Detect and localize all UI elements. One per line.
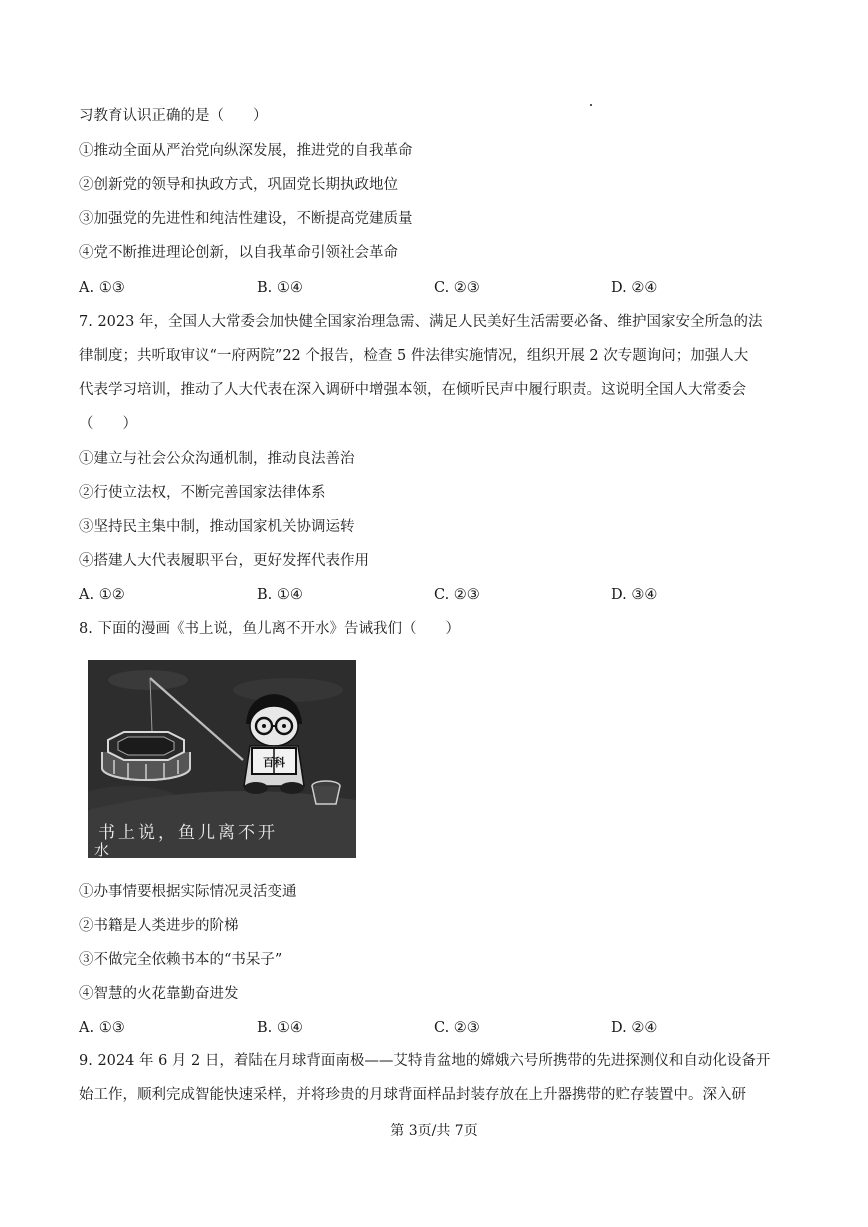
q8-option-a[interactable]: A. ①③ — [79, 1020, 125, 1036]
q6-option-d[interactable]: D. ②④ — [611, 280, 658, 296]
q8-option-b[interactable]: B. ①④ — [257, 1020, 303, 1036]
q7-stem-line-4: （ ） — [79, 416, 137, 432]
cartoon-caption-line-2: 水 — [94, 841, 110, 858]
q6-statement-3: ③加强党的先进性和纯洁性建设，不断提高党建质量 — [79, 211, 413, 227]
q8-statement-4: ④智慧的火花靠勤奋进发 — [79, 986, 239, 1002]
q7-option-c[interactable]: C. ②③ — [434, 587, 480, 603]
q6-statement-4: ④党不断推进理论创新，以自我革命引领社会革命 — [79, 245, 398, 261]
q7-options — [79, 585, 779, 605]
q8-options — [79, 1018, 779, 1038]
q7-stem-line-2: 律制度；共听取审议“一府两院”22 个报告，检查 5 件法律实施情况，组织开展 2 次专题询问；加强人大 — [79, 348, 749, 364]
q7-stem-line-3: 代表学习培训，推动了人大代表在深入调研中增强本领，在倾听民声中履行职责。这说明全国人大常委会 — [79, 382, 746, 398]
q6-statement-1: ①推动全面从严治党向纵深发展，推进党的自我革命 — [79, 143, 413, 159]
q7-statement-4: ④搭建人大代表履职平台，更好发挥代表作用 — [79, 553, 369, 569]
q8-statement-2: ②书籍是人类进步的阶梯 — [79, 918, 239, 934]
q7-option-d[interactable]: D. ③④ — [611, 587, 658, 603]
q7-option-a[interactable]: A. ①② — [79, 587, 125, 603]
q6-option-b[interactable]: B. ①④ — [257, 280, 303, 296]
q8-statement-1: ①办事情要根据实际情况灵活变通 — [79, 884, 297, 900]
q9-stem-line-2: 始工作，顺利完成智能快速采样，并将珍贵的月球背面样品封装存放在上升器携带的贮存装置中。深入研 — [79, 1087, 746, 1103]
q8-option-c[interactable]: C. ②③ — [434, 1020, 480, 1036]
scan-speck — [590, 104, 592, 106]
q8-stem: 8. 下面的漫画《书上说，鱼儿离不开水》告诫我们（ ） — [79, 621, 460, 637]
cartoon-image — [88, 660, 356, 858]
q8-option-d[interactable]: D. ②④ — [611, 1020, 658, 1036]
q7-statement-2: ②行使立法权，不断完善国家法律体系 — [79, 485, 326, 501]
q6-stem-tail: 习教育认识正确的是（ ） — [79, 108, 268, 124]
q8-statement-3: ③不做完全依赖书本的“书呆子” — [79, 952, 283, 968]
cartoon-caption-line-1: 书上说，鱼儿离不开 — [98, 823, 278, 843]
q7-statement-3: ③坚持民主集中制，推动国家机关协调运转 — [79, 519, 355, 535]
q6-options — [79, 278, 779, 298]
q6-option-a[interactable]: A. ①③ — [79, 280, 125, 296]
well-icon — [102, 732, 190, 780]
page-footer: 第 3页/共 7页 — [390, 1123, 478, 1139]
q7-statement-1: ①建立与社会公众沟通机制，推动良法善治 — [79, 451, 355, 467]
q7-option-b[interactable]: B. ①④ — [257, 587, 303, 603]
book-title-text: 百科 — [263, 756, 285, 769]
q6-option-c[interactable]: C. ②③ — [434, 280, 480, 296]
q7-stem-line-1: 7. 2023 年，全国人大常委会加快健全国家治理急需、满足人民美好生活需要必备、维护国家安全所急的法 — [79, 314, 763, 330]
bucket-icon — [312, 781, 340, 804]
q6-statement-2: ②创新党的领导和执政方式，巩固党长期执政地位 — [79, 177, 398, 193]
q9-stem-line-1: 9. 2024 年 6 月 2 日，着陆在月球背面南极——艾特肯盆地的嫦娥六号所携带的先进探测仪和自动化设备开 — [79, 1053, 771, 1069]
